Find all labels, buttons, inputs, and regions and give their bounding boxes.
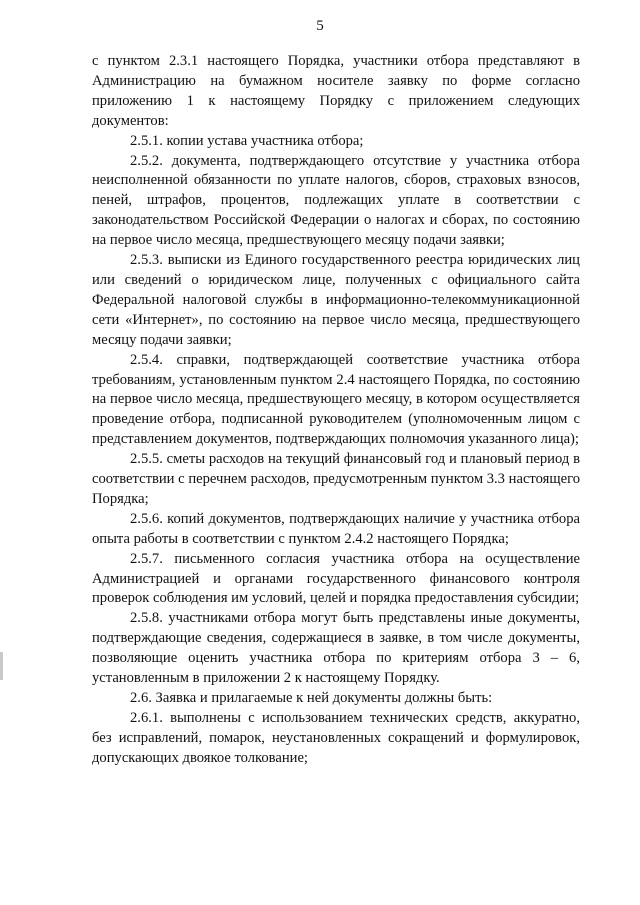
paragraph-2-5-7: 2.5.7. письменного согласия участника отбора на осуществление Администрацией и органами государственного финансового контроля проверок соблюдения им условий, целей и порядка предоставления субсидии; bbox=[92, 550, 580, 607]
paragraph-2-5-3: 2.5.3. выписки из Единого государственного реестра юридических лиц или сведений о юридическом лице, полученных с официального сайта Федеральной налоговой службы в информационно-телекоммуникационной сети «Интернет», по состоянию на первое число месяца, предшествующего месяцу подачи заявки; bbox=[92, 252, 580, 348]
paragraph-2-5-2: 2.5.2. документа, подтверждающего отсутствие у участника отбора неисполненной обязанности по уплате налогов, сборов, страховых взносов, пеней, штрафов, процентов, подлежащих уплате в соответствии с законодательством Российской Федерации о налогах и сборах, по состоянию на первое число месяца, предшествующего месяцу подачи заявки; bbox=[92, 152, 580, 249]
paragraph-2-5-1: 2.5.1. копии устава участника отбора; bbox=[130, 132, 364, 149]
paragraph-intro: с пунктом 2.3.1 настоящего Порядка, участники отбора представляют в Администрацию на бумажном носителе заявку по форме согласно приложению 1 к настоящему Порядку с приложением следующих документов: bbox=[92, 53, 580, 129]
paragraph-2-5-6: 2.5.6. копий документов, подтверждающих наличие у участника отбора опыта работы в соответствии с пунктом 2.4.2 настоящего Порядка; bbox=[92, 510, 580, 547]
paragraph-2-6-1: 2.6.1. выполнены с использованием технических средств, аккуратно, без исправлений, помарок, неустановленных сокращений и формулировок, допускающих двоякое толкование; bbox=[92, 709, 580, 766]
document-body bbox=[92, 52, 580, 769]
paragraph-2-5-4: 2.5.4. справки, подтверждающей соответствие участника отбора требованиям, установленным пунктом 2.4 настоящего Порядка, по состоянию на первое число месяца, предшествующего месяцу, в котором осуществляется проведение отбора, подписанной руководителем (уполномоченным лицом с представлением документов, подтверждающих полномочия указанного лица); bbox=[92, 351, 580, 448]
paragraph-2-5-8: 2.5.8. участниками отбора могут быть представлены иные документы, подтверждающие сведения, содержащиеся в заявке, в том числе документы, позволяющие оценить участника отбора по критериям отбора 3 – 6, установленным в приложении 2 к настоящему Порядку. bbox=[92, 610, 580, 687]
paragraph-2-6: 2.6. Заявка и прилагаемые к ней документы должны быть: bbox=[130, 690, 493, 706]
page-number: 5 bbox=[316, 18, 324, 34]
paragraph-2-5-5: 2.5.5. сметы расходов на текущий финансовый год и плановый период в соответствии с перечнем расходов, предусмотренным пунктом 3.3 настоящего Порядка; bbox=[92, 451, 580, 507]
scan-edge-mark bbox=[0, 652, 3, 680]
